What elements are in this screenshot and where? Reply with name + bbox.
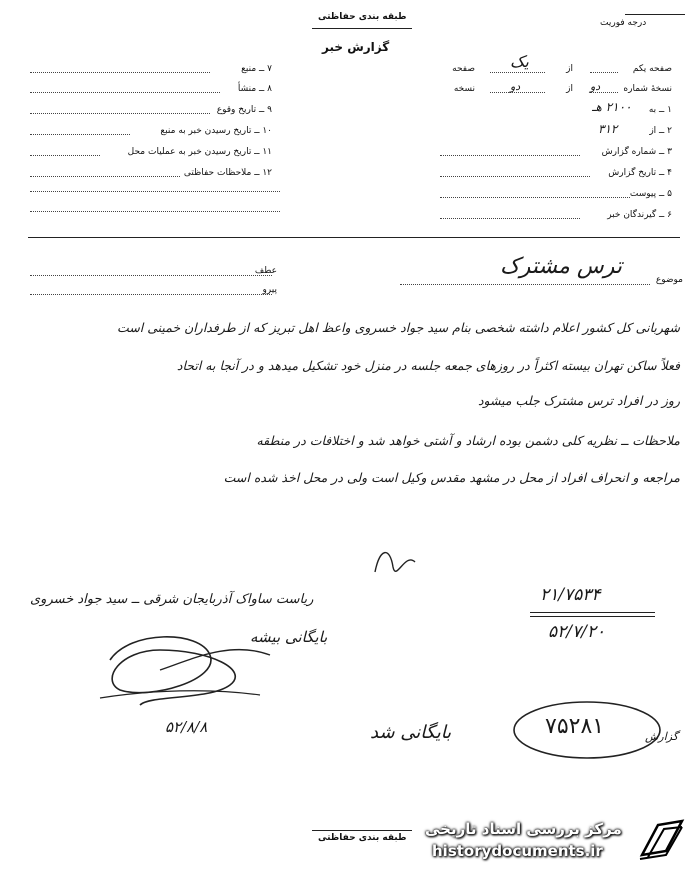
ref-label: عطف [254,266,277,276]
footer-classification-line [312,830,412,831]
attachment-line [440,197,630,198]
field-from: ۲ ــ از [649,126,672,136]
file-number: ۲۱/۷۵۳۴ [540,585,601,605]
field-date-to-ops: ۱۱ ــ تاریخ رسیدن خبر به عملیات محل [127,147,272,157]
header-divider [28,237,680,238]
date-to-ops-line [30,155,100,156]
field-page-word: صفحه [452,64,475,74]
report-date-line [440,176,590,177]
archive-number: ۷۵۲۸۱ [545,714,605,739]
file-number-line-1 [530,612,655,613]
field-attachment: ۵ ــ پیوست [629,189,672,199]
subject-label: موضوع [655,275,683,285]
event-date-line [30,113,210,114]
report-title: گزارش خبر [322,40,390,54]
copy-num-value: دو [590,80,601,93]
field-copy: نسخهٔ شماره [623,84,672,94]
field-protective-notes: ۱۲ ــ ملاحظات حفاظتی [183,168,272,178]
page-line-2 [490,72,545,73]
field-origin: ۸ ــ منشأ [237,84,272,94]
field-event-date: ۹ ــ تاریخ وقوع [216,105,272,115]
lower-note: ریاست ساواک آذربایجان شرقی ــ سید جواد خسروی [30,592,314,607]
priority-line [625,14,685,15]
extra-line-2 [30,211,280,212]
ref-line [30,275,272,276]
body-line-3: روز در افراد ترس مشترک جلب میشود [477,393,680,408]
initials-mark [365,542,425,582]
source-line [30,72,210,73]
lower-note-2: بایگانی بیشه [250,628,328,646]
field-source: ۷ ــ منبع [241,64,272,74]
watermark-url: historydocuments.ir [432,842,603,860]
classification-underline [312,28,412,29]
body-line-1: شهربانی کل کشور اعلام داشته شخصی بنام سید جواد خسروی واعظ اهل تبریز که از طرفداران خمینی است [117,320,680,335]
watermark-logo-icon [636,815,688,867]
subject-value: ترس مشترک [500,254,622,279]
follow-label: پیرو [262,285,277,295]
follow-line [30,294,272,295]
field-copy-word: نسخه [453,84,475,94]
recipients-line [440,218,580,219]
date-to-source-line [30,134,130,135]
report-number-line [440,155,580,156]
body-line-2: فعلاً ساکن تهران بیسته اکثراً در روزهای جمعه جلسه در منزل خود تشکیل میدهد و در آنجا به اتحاد [176,358,680,373]
field-copy-of: از [566,84,573,94]
comments-line-2: مراجعه و انحراف افراد از محل در مشهد مقدس وکیل است ولی در محل اخذ شده است [223,470,680,485]
signature-date: ۵۲/۸/۸ [165,718,208,736]
field-page-of: از [566,64,573,74]
classification-label-top: طبقه بندی حفاظتی [318,12,407,22]
file-date: ۵۲/۷/۲۰ [548,622,606,642]
field-report-number: ۳ ــ شماره گزارش [601,147,672,157]
from-value: ۳۱۲ [598,122,618,136]
page-line-1 [590,72,618,73]
extra-line-1 [30,191,280,192]
signature-drawing [90,620,290,730]
page-count-value: یک [510,52,529,71]
watermark-title: مرکز بررسی اسناد تاریخی [425,820,622,838]
field-to: ۱ ــ به [648,105,672,115]
file-number-line-2 [530,616,655,617]
comments-line-1: ملاحظات ــ نظریه کلی دشمن بوده ارشاد و آشتی خواهد شد و اختلافات در منطقه [256,433,680,448]
field-recipients: ۶ ــ گیرندگان خبر [607,210,672,220]
field-report-date: ۴ ــ تاریخ گزارش [608,168,672,178]
priority-label: درجه فوریت [600,18,647,28]
classification-label-bottom: طبقه بندی حفاظتی [318,833,407,843]
origin-line [30,92,220,93]
corner-note: گزارش [645,730,679,743]
archived-note: بایگانی شد [370,722,452,743]
protective-notes-line [30,176,180,177]
copy-total-value: دو [510,80,521,93]
field-page: صفحه یکم [632,64,672,74]
field-date-to-source: ۱۰ ــ تاریخ رسیدن خبر به منبع [160,126,272,136]
to-value: ۲۱۰۰ هـ [592,100,632,114]
subject-line [400,284,650,285]
